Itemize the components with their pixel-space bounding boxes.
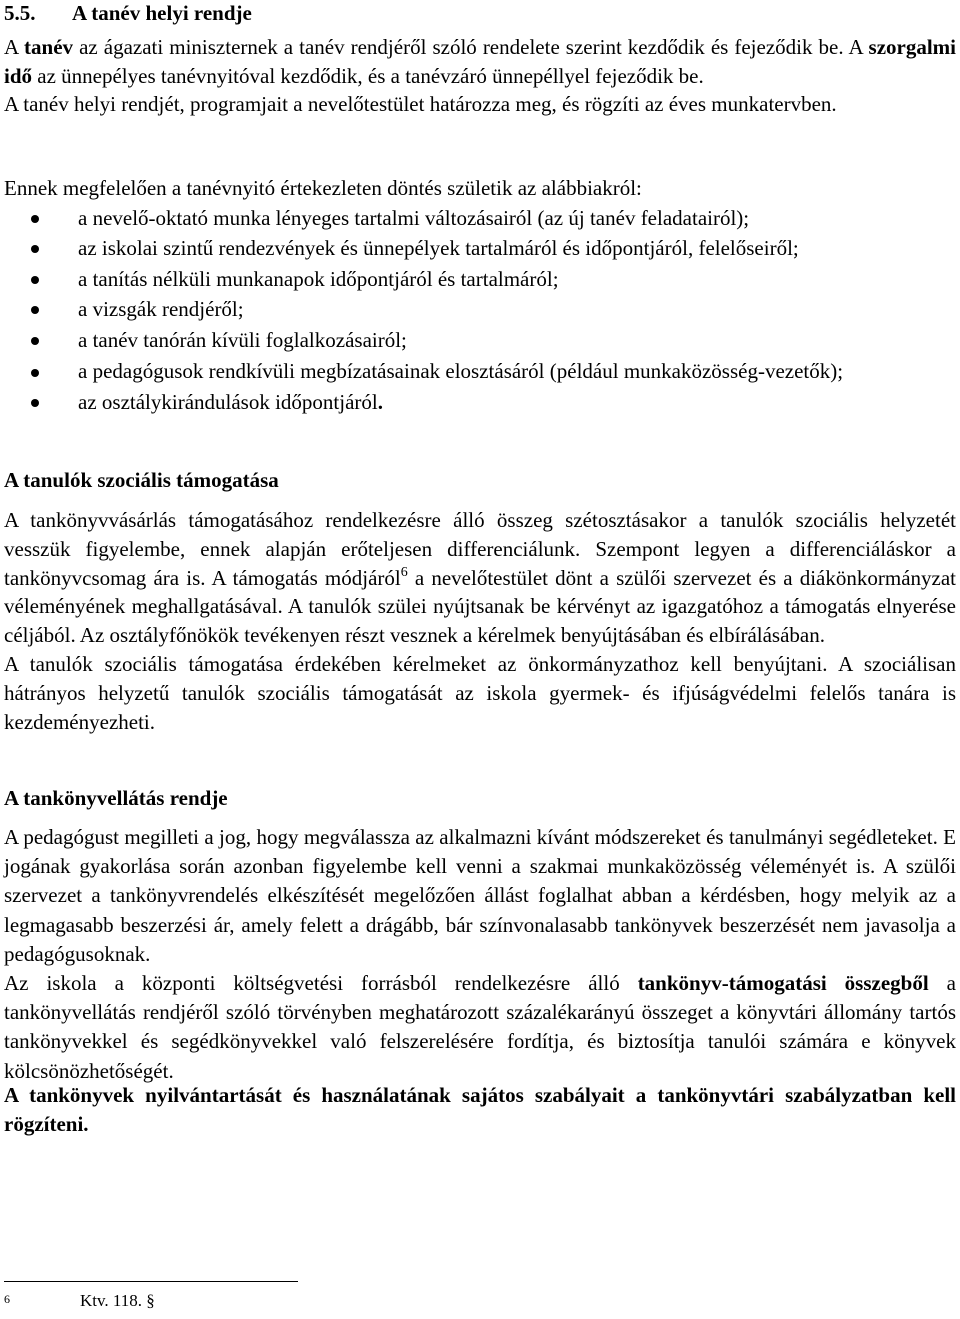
list-item-text: a tanév tanórán kívüli foglalkozásairól;	[78, 327, 407, 352]
paragraph-school-year	[4, 33, 956, 90]
section-heading	[4, 0, 252, 26]
list-item-text: a nevelő-oktató munka lényeges tartalmi változásairól (az új tanév feladatairól);	[78, 206, 750, 230]
bold-term-study-period: szorgalmi idő	[4, 35, 956, 88]
footnote-number: 6	[4, 1292, 10, 1306]
paragraph-textbook-2	[4, 969, 956, 1086]
section-title: A tanév helyi rendje	[72, 1, 252, 25]
bullet-icon	[31, 369, 39, 377]
bullet-icon	[31, 306, 39, 314]
list-item	[4, 387, 956, 417]
list-item-text: a tanítás nélküli munkanapok időpontjáról és tartalmáról;	[78, 266, 559, 291]
footnote	[4, 1291, 155, 1311]
list-item-end: .	[377, 390, 384, 415]
decision-list	[4, 203, 956, 417]
footnote-ref[interactable]: 6	[400, 564, 408, 580]
bullet-icon	[31, 399, 39, 407]
bullet-icon	[31, 276, 39, 284]
bullet-icon	[31, 245, 39, 253]
text-span: A	[4, 35, 25, 59]
paragraph-social-1	[4, 506, 956, 650]
list-item-text: az osztálykirándulások időpontjáról	[78, 390, 378, 415]
heading-social-support: A tanulók szociális támogatása	[4, 468, 279, 492]
decision-list-block	[4, 174, 956, 417]
bold-term-textbook-support: tankönyv-támogatási összegből	[637, 971, 929, 996]
social-support-section	[4, 506, 956, 736]
text-span: Az iskola a központi költségvetési forrásból rendelkezésre álló	[4, 971, 638, 996]
footnote-text: Ktv. 118. §	[80, 1291, 155, 1310]
intro-paragraphs	[4, 33, 956, 119]
list-item	[4, 233, 956, 263]
heading-textbook-supply: A tankönyvellátás rendje	[4, 786, 228, 810]
list-item-text: az iskolai szintű rendezvények és ünnepélyek tartalmáról és időpontjáról, felelőseiről;	[78, 236, 799, 261]
list-item	[4, 355, 956, 387]
paragraph-textbook-rules: A tankönyvek nyilvántartását és használatának sajátos szabályait a tankönyvtári szabályzatban kell rögzíteni.	[4, 1083, 956, 1136]
text-span: az ünnepélyes tanévnyitóval kezdődik, és a tanévzáró ünnepéllyel fejeződik be.	[32, 63, 704, 88]
paragraph-local-order: A tanév helyi rendjét, programjait a nevelőtestület határozza meg, és rögzíti az éves munkatervben.	[4, 92, 837, 117]
textbook-section	[4, 823, 956, 1086]
text-span: a tankönyvellátás rendjéről szóló törvényben meghatározott százalékarányú összeget a könyvtári állomány tartós tankönyvekkel és segédkönyvekkel való felszerelésére fordítja, és biztosítja tanulói számára e könyvek kölcsönözhetőségét.	[4, 971, 956, 1083]
list-item	[4, 203, 956, 233]
section-number: 5.5.	[4, 1, 36, 25]
paragraph-textbook-1: A pedagógust megilleti a jog, hogy megválassza az alkalmazni kívánt módszereket és tanulmányi segédleteket. E jogának gyakorlása során azonban figyelembe kell venni a szakmai munkaközösség véleményét is. A szülői szervezet a tankönyvrendelés elkészítését megelőzően állást foglalhat abban a kérdésben, hogy melyik az a legmagasabb beszerzési ár, amely felett a drágább, bár színvonalasabb tankönyvek beszerzését nem javasolja a pedagógusoknak.	[4, 825, 956, 966]
list-item	[4, 325, 956, 355]
list-item	[4, 264, 956, 294]
footnote-separator	[4, 1281, 298, 1282]
footnote-number-cell	[4, 1291, 80, 1311]
bullet-icon	[31, 337, 39, 345]
bullet-icon	[31, 215, 39, 223]
list-item-text: a pedagógusok rendkívüli megbízatásainak elosztásáról (például munkaközösség-vezetők);	[78, 359, 844, 384]
text-span: az ágazati miniszternek a tanév rendjéről szóló rendelete szerint kezdődik és fejeződik be. A	[73, 35, 869, 59]
paragraph-social-2: A tanulók szociális támogatása érdekében kérelmeket az önkormányzathoz kell benyújtani. A szociálisan hátrányos helyzetű tanulók szociális támogatását az iskola gyermek- és ifjúságvédelmi felelős tanára is kezdeményezheti.	[4, 651, 956, 734]
list-lead: Ennek megfelelően a tanévnyitó értekezleten döntés születik az alábbiakról:	[4, 176, 642, 200]
list-item	[4, 294, 956, 324]
list-item-text: a vizsgák rendjéről;	[78, 297, 244, 322]
bold-term-school-year: tanév	[24, 35, 74, 59]
text-span: a nevelőtestület dönt a szülői szervezet és a diákönkormányzat véleményének meghallgatásával. A tanulók szülei nyújtsanak be kérvényt az igazgatóhoz a támogatás elnyerése céljából. Az osztályfőnökök tevékenyen részt vesznek a kérelmek benyújtásában és elbírálásában.	[4, 565, 957, 648]
text-span: A tankönyvvásárlás támogatásához rendelkezésre álló összeg szétosztásakor a tanulók szociális helyzetét vesszük figyelembe, ennek alapján erőteljesen differenciálunk. Szempont legyen a differenciáláskor a tankönyvcsomag ára is. A támogatás módjáról	[4, 508, 956, 590]
